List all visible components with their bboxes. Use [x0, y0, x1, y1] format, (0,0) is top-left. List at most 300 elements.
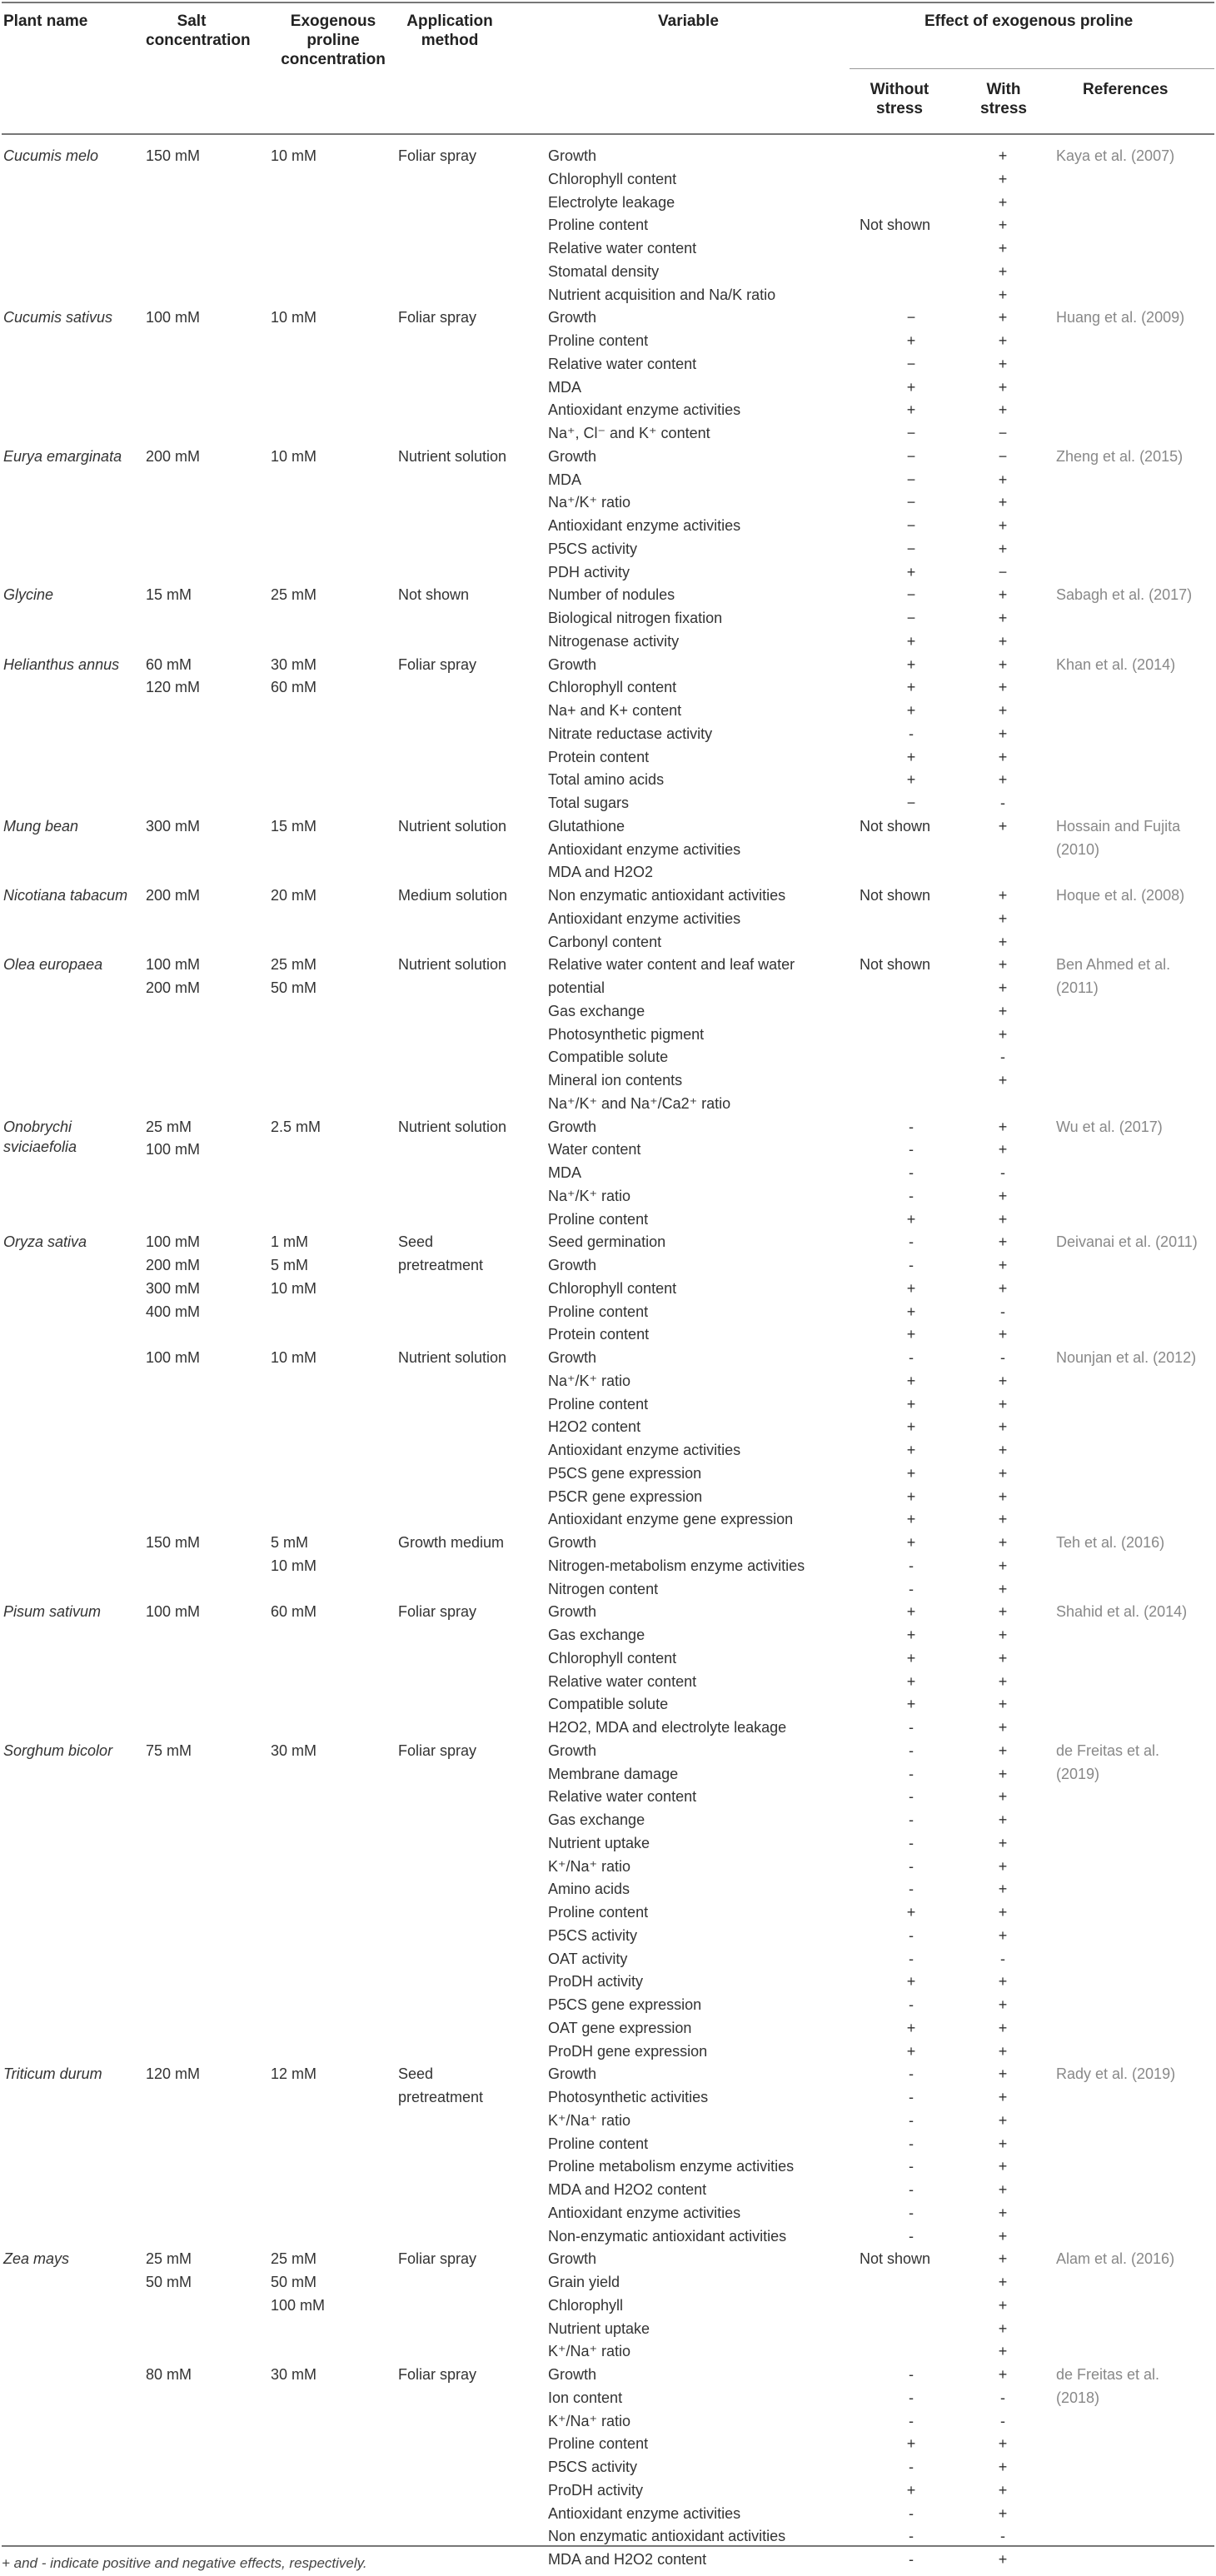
effect-without-stress: - — [909, 1788, 914, 1806]
reference: de Freitas et al. — [1056, 1741, 1160, 1759]
effect-without-stress: - — [909, 1257, 914, 1273]
effect-without-stress: - — [909, 2204, 914, 2221]
effect-with-stress: + — [998, 2343, 1008, 2360]
effect-with-stress: + — [998, 494, 1008, 511]
salt-concentration: 200 mM — [146, 447, 201, 465]
effect-with-stress: + — [998, 1141, 1008, 1158]
effect-with-stress: + — [998, 2551, 1008, 2568]
effect-with-stress: + — [998, 748, 1008, 765]
salt-concentration: 300 mM — [146, 817, 201, 835]
effect-without-stress: − — [906, 471, 916, 488]
effect-without-stress: + — [906, 1649, 916, 1667]
effect-with-stress: + — [998, 471, 1008, 488]
proline-concentration: 5 mM — [271, 1257, 308, 1273]
effect-with-stress: + — [998, 1118, 1008, 1135]
variable: Proline content — [548, 1303, 649, 1320]
variable: Relative water content — [548, 1788, 697, 1806]
variable: Number of nodules — [548, 586, 675, 604]
effect-without-stress: - — [909, 2551, 914, 2568]
variable: Antioxidant enzyme gene expression — [548, 1511, 794, 1528]
variable: Glutathione — [548, 817, 625, 835]
application-method: Foliar spray — [398, 2366, 477, 2383]
effect-without-stress: - — [909, 2227, 914, 2245]
variable: Gas exchange — [548, 1002, 645, 1019]
proline-concentration: 20 mM — [271, 887, 317, 904]
variable: Relative water content — [548, 1672, 697, 1690]
effect-without-stress: - — [909, 1741, 914, 1759]
variable: Na+ and K+ content — [548, 702, 682, 719]
plant-name: Onobrychi sviciaefolia — [3, 1118, 77, 1155]
variable: Amino acids — [548, 1881, 630, 1898]
reference: Kaya et al. (2007) — [1056, 147, 1175, 164]
effect-with-stress: + — [998, 1719, 1008, 1736]
effect-with-stress: + — [998, 401, 1008, 419]
effect-without-stress: - — [909, 2065, 914, 2083]
effect-with-stress: + — [998, 2319, 1008, 2337]
effect-with-stress: + — [998, 1649, 1008, 1667]
variable: Compatible solute — [548, 1696, 669, 1713]
variable: Antioxidant enzyme activities — [548, 2504, 741, 2522]
variable: ProDH gene expression — [548, 2042, 708, 2060]
variable: Nitrogen-metabolism enzyme activities — [548, 1557, 805, 1574]
application-method: Foliar spray — [398, 2250, 477, 2268]
header-rule — [2, 133, 1214, 135]
salt-concentration: 15 mM — [146, 586, 192, 604]
effect-without-stress: + — [906, 401, 916, 419]
bottom-rule — [2, 2545, 1214, 2547]
effect-without-stress: - — [909, 2528, 914, 2545]
salt-concentration: 150 mM — [146, 1534, 201, 1551]
variable: Growth — [548, 2250, 597, 2268]
effect-with-stress: + — [998, 1395, 1008, 1413]
effect-with-stress: + — [998, 2111, 1008, 2129]
variable: Growth — [548, 1603, 597, 1621]
application-method: pretreatment — [398, 1257, 484, 1273]
variable: Antioxidant enzyme activities — [548, 401, 741, 419]
reference: Sabagh et al. (2017) — [1056, 586, 1193, 604]
effect-without-stress: - — [909, 1857, 914, 1875]
variable: P5CS gene expression — [548, 1464, 702, 1482]
effect-without-stress: − — [906, 425, 916, 441]
effect-with-stress: - — [1000, 1164, 1005, 1181]
effect-without-stress: - — [909, 1187, 914, 1204]
proline-concentration: 30 mM — [271, 2366, 317, 2383]
variable: Relative water content and leaf water — [548, 956, 795, 974]
variable: Antioxidant enzyme activities — [548, 2204, 741, 2221]
effect-without-stress: + — [906, 771, 916, 789]
proline-concentration: 50 mM — [271, 2274, 317, 2290]
reference: Zheng et al. (2015) — [1056, 447, 1184, 465]
effect-without-stress: - — [909, 1881, 914, 1898]
variable: Chlorophyll content — [548, 1649, 677, 1667]
effect-with-stress: + — [998, 1418, 1008, 1436]
variable: Chlorophyll — [548, 2296, 624, 2314]
variable: MDA — [548, 471, 581, 488]
reference: Ben Ahmed et al. — [1056, 956, 1171, 974]
header-plant-name: Plant name — [3, 12, 88, 30]
variable: OAT gene expression — [548, 2019, 692, 2036]
salt-concentration: 100 mM — [146, 1141, 201, 1158]
reference: Wu et al. (2017) — [1056, 1118, 1163, 1135]
effect-with-stress: + — [998, 1696, 1008, 1713]
variable: Protein content — [548, 748, 650, 765]
effect-without-stress: - — [909, 2504, 914, 2522]
plant-name: Sorghum bicolor — [3, 1741, 113, 1759]
effect-without-stress: - — [909, 1811, 914, 1828]
effect-with-stress: + — [998, 1442, 1008, 1458]
effect-without-stress: - — [909, 2089, 914, 2105]
effect-without-stress: − — [906, 494, 916, 511]
effect-with-stress: - — [1000, 1049, 1005, 1066]
variable: ProDH activity — [548, 2481, 644, 2499]
variable: Biological nitrogen fixation — [548, 610, 723, 626]
effect-without-stress: − — [906, 447, 916, 465]
variable: Proline content — [548, 217, 649, 234]
effect-with-stress: + — [998, 1996, 1008, 2013]
effect-without-stress: − — [906, 795, 916, 811]
effect-with-stress: + — [998, 1765, 1008, 1782]
application-method: Nutrient solution — [398, 447, 507, 465]
effect-with-stress: + — [998, 193, 1008, 211]
effect-without-stress: Not shown — [860, 887, 931, 904]
effect-with-stress: + — [998, 540, 1008, 557]
effect-with-stress: + — [998, 1257, 1008, 1273]
salt-concentration: 100 mM — [146, 1349, 201, 1366]
variable: Proline metabolism enzyme activities — [548, 2158, 795, 2175]
effect-with-stress: + — [998, 332, 1008, 349]
reference: Nounjan et al. (2012) — [1056, 1349, 1197, 1366]
plant-name: Mung bean — [3, 817, 79, 835]
variable: Membrane damage — [548, 1765, 679, 1782]
variable: Water content — [548, 1141, 641, 1158]
effect-with-stress: + — [998, 2089, 1008, 2105]
variable: Antioxidant enzyme activities — [548, 1442, 741, 1458]
effect-with-stress: + — [998, 2227, 1008, 2245]
effect-with-stress: + — [998, 632, 1008, 650]
salt-concentration: 100 mM — [146, 1233, 201, 1251]
effect-with-stress: - — [1000, 1303, 1005, 1320]
salt-concentration: 80 mM — [146, 2366, 192, 2383]
effect-with-stress: + — [998, 1603, 1008, 1621]
effect-with-stress: + — [998, 2274, 1008, 2290]
effect-with-stress: + — [998, 887, 1008, 904]
effect-without-stress: - — [909, 1950, 914, 1967]
effect-with-stress: + — [998, 1002, 1008, 1019]
effect-with-stress: + — [998, 2065, 1008, 2083]
effect-with-stress: − — [998, 563, 1008, 580]
header-salt: Salt concentration — [146, 12, 251, 49]
variable: Nutrient uptake — [548, 1834, 650, 1851]
effect-with-stress: + — [998, 725, 1008, 742]
salt-concentration: 150 mM — [146, 147, 201, 164]
effect-with-stress: + — [998, 517, 1008, 534]
variable: Chlorophyll content — [548, 170, 677, 187]
plant-name: Glycine — [3, 586, 54, 604]
effect-without-stress: - — [909, 2366, 914, 2383]
variable: Growth — [548, 1349, 597, 1366]
effect-without-stress: + — [906, 702, 916, 719]
proline-concentration: 60 mM — [271, 1603, 317, 1621]
variable: Proline content — [548, 2135, 649, 2152]
effect-without-stress: + — [906, 1326, 916, 1343]
effect-with-stress: + — [998, 286, 1008, 303]
variable: Antioxidant enzyme activities — [548, 517, 741, 534]
effect-with-stress: + — [998, 2019, 1008, 2036]
variable: Grain yield — [548, 2274, 620, 2290]
application-method: pretreatment — [398, 2089, 484, 2105]
effect-without-stress: - — [909, 2181, 914, 2198]
variable: Growth — [548, 1118, 597, 1135]
application-method: Not shown — [398, 586, 470, 604]
effect-with-stress: + — [998, 1233, 1008, 1251]
variable: Mineral ion contents — [548, 1072, 683, 1089]
effect-with-stress: + — [998, 933, 1008, 950]
salt-concentration: 60 mM — [146, 655, 192, 673]
salt-concentration: 120 mM — [146, 2065, 201, 2083]
variable: Na⁺/K⁺ ratio — [548, 494, 631, 511]
effect-without-stress: - — [909, 1164, 914, 1181]
salt-concentration: 200 mM — [146, 979, 201, 996]
application-method: Seed — [398, 2065, 434, 2083]
effect-with-stress: + — [998, 979, 1008, 996]
salt-concentration: 100 mM — [146, 1603, 201, 1621]
variable: Photosynthetic pigment — [548, 1025, 705, 1043]
effect-without-stress: + — [906, 748, 916, 765]
variable: Growth — [548, 1741, 597, 1759]
effect-without-stress: + — [906, 1372, 916, 1389]
variable: Growth — [548, 147, 597, 164]
effect-without-stress: - — [909, 2459, 914, 2475]
effect-subrule — [850, 68, 1214, 69]
effect-with-stress: - — [1000, 2389, 1005, 2406]
reference: Huang et al. (2009) — [1056, 309, 1185, 326]
effect-without-stress: + — [906, 655, 916, 673]
effect-without-stress: − — [906, 610, 916, 626]
variable: Chlorophyll content — [548, 1279, 677, 1297]
effect-with-stress: + — [998, 586, 1008, 604]
effect-without-stress: − — [906, 355, 916, 372]
variable: Growth — [548, 1257, 597, 1273]
variable: P5CS gene expression — [548, 1996, 702, 2013]
variable: P5CS activity — [548, 540, 638, 557]
proline-concentration: 30 mM — [271, 1741, 317, 1759]
effect-without-stress: + — [906, 1395, 916, 1413]
effect-with-stress: + — [998, 1372, 1008, 1389]
effect-without-stress: + — [906, 1279, 916, 1297]
variable: Na⁺, Cl⁻ and K⁺ content — [548, 425, 710, 441]
application-method: Foliar spray — [398, 1741, 477, 1759]
variable: K⁺/Na⁺ ratio — [548, 2412, 631, 2429]
effect-without-stress: + — [906, 1418, 916, 1436]
variable: Nitrogen content — [548, 1580, 659, 1597]
effect-with-stress: + — [998, 1580, 1008, 1597]
reference: Shahid et al. (2014) — [1056, 1603, 1188, 1621]
effect-without-stress: - — [909, 1349, 914, 1366]
effect-with-stress: + — [998, 170, 1008, 187]
reference: Teh et al. (2016) — [1056, 1534, 1165, 1551]
salt-concentration: 200 mM — [146, 1257, 201, 1273]
effect-with-stress: + — [998, 217, 1008, 234]
effect-without-stress: - — [909, 1141, 914, 1158]
variable: Nitrogenase activity — [548, 632, 680, 650]
plant-name: Cucumis sativus — [3, 309, 113, 326]
effect-without-stress: + — [906, 2435, 916, 2453]
effect-with-stress: + — [998, 909, 1008, 927]
effect-without-stress: + — [906, 2019, 916, 2036]
effect-with-stress: + — [998, 1279, 1008, 1297]
effect-without-stress: + — [906, 2481, 916, 2499]
plant-name: Triticum durum — [3, 2065, 102, 2083]
effect-with-stress: + — [998, 1534, 1008, 1551]
variable: Seed germination — [548, 1233, 666, 1251]
header-with: With stress — [980, 81, 1027, 117]
plant-name: Zea mays — [3, 2250, 70, 2268]
effect-without-stress: + — [906, 1487, 916, 1505]
effect-without-stress: - — [909, 725, 914, 742]
effect-with-stress: + — [998, 2435, 1008, 2453]
variable: Non-enzymatic antioxidant activities — [548, 2227, 787, 2245]
effect-without-stress: − — [906, 309, 916, 326]
effect-without-stress: - — [909, 1926, 914, 1944]
proline-concentration: 60 mM — [271, 679, 317, 696]
effect-without-stress: - — [909, 2111, 914, 2129]
effect-with-stress: + — [998, 1926, 1008, 1944]
effect-with-stress: + — [998, 1904, 1008, 1921]
variable: PDH activity — [548, 563, 630, 580]
reference: Hossain and Fujita — [1056, 817, 1181, 835]
footnote: + and - indicate positive and negative effects, respectively. — [2, 2555, 367, 2571]
effect-without-stress: − — [906, 586, 916, 604]
reference: (2018) — [1056, 2389, 1100, 2406]
variable: Na⁺/K⁺ and Na⁺/Ca2⁺ ratio — [548, 1094, 731, 1112]
effect-with-stress: + — [998, 1487, 1008, 1505]
proline-concentration: 15 mM — [271, 817, 317, 835]
effect-without-stress: + — [906, 1672, 916, 1690]
header-proline: Exogenous proline concentration — [281, 12, 386, 68]
reference: (2011) — [1056, 979, 1099, 996]
plant-name: Cucumis melo — [3, 147, 99, 164]
effect-with-stress: - — [1000, 2412, 1005, 2429]
variable: P5CR gene expression — [548, 1487, 703, 1505]
effect-with-stress: + — [998, 262, 1008, 280]
effect-without-stress: + — [906, 1303, 916, 1320]
salt-concentration: 25 mM — [146, 2250, 192, 2268]
effect-with-stress: + — [998, 2504, 1008, 2522]
variable: Total sugars — [548, 795, 630, 811]
effect-with-stress: + — [998, 1511, 1008, 1528]
variable: Ion content — [548, 2389, 623, 2406]
effect-with-stress: + — [998, 1834, 1008, 1851]
variable: Proline content — [548, 2435, 649, 2453]
variable: Antioxidant enzyme activities — [548, 909, 741, 927]
effect-with-stress: + — [998, 2204, 1008, 2221]
effect-with-stress: + — [998, 2135, 1008, 2152]
effect-with-stress: + — [998, 771, 1008, 789]
effect-without-stress: Not shown — [860, 2250, 931, 2268]
effect-with-stress: + — [998, 1741, 1008, 1759]
reference: de Freitas et al. — [1056, 2366, 1160, 2383]
effect-without-stress: Not shown — [860, 817, 931, 835]
variable: Electrolyte leakage — [548, 193, 675, 211]
effect-with-stress: + — [998, 702, 1008, 719]
effect-without-stress: - — [909, 1557, 914, 1574]
effect-without-stress: - — [909, 1834, 914, 1851]
proline-concentration: 5 mM — [271, 1534, 308, 1551]
variable: potential — [548, 979, 606, 996]
reference: Deivanai et al. (2011) — [1056, 1233, 1198, 1251]
effect-with-stress: + — [998, 1072, 1008, 1089]
variable: MDA and H2O2 content — [548, 2551, 707, 2568]
application-method: Foliar spray — [398, 655, 477, 673]
salt-concentration: 120 mM — [146, 679, 201, 696]
effect-without-stress: + — [906, 1511, 916, 1528]
reference: Alam et al. (2016) — [1056, 2250, 1175, 2268]
effect-with-stress: + — [998, 1857, 1008, 1875]
variable: P5CS activity — [548, 2459, 638, 2475]
variable: K⁺/Na⁺ ratio — [548, 2343, 631, 2360]
proline-concentration: 10 mM — [271, 147, 317, 164]
application-method: Foliar spray — [398, 1603, 477, 1621]
variable: OAT activity — [548, 1950, 628, 1967]
effect-without-stress: Not shown — [860, 956, 931, 974]
salt-concentration: 100 mM — [146, 956, 201, 974]
variable: Growth — [548, 309, 597, 326]
variable: Relative water content — [548, 240, 697, 257]
variable: Na⁺/K⁺ ratio — [548, 1187, 631, 1204]
proline-concentration: 25 mM — [271, 586, 317, 604]
effect-with-stress: + — [998, 1811, 1008, 1828]
variable: Growth — [548, 1534, 597, 1551]
effect-without-stress: + — [906, 2042, 916, 2060]
variable: Proline content — [548, 1904, 649, 1921]
effect-with-stress: + — [998, 1627, 1008, 1643]
proline-concentration: 10 mM — [271, 447, 317, 465]
effect-with-stress: + — [998, 240, 1008, 257]
variable: Gas exchange — [548, 1811, 645, 1828]
header-references: References — [1083, 81, 1169, 98]
variable: Stomatal density — [548, 262, 660, 280]
variable: Non enzymatic antioxidant activities — [548, 887, 786, 904]
header-without: Without stress — [870, 81, 929, 117]
effect-with-stress: + — [998, 2250, 1008, 2268]
effect-with-stress: - — [1000, 1950, 1005, 1967]
effect-with-stress: + — [998, 2459, 1008, 2475]
salt-concentration: 300 mM — [146, 1279, 201, 1297]
application-method: Nutrient solution — [398, 817, 507, 835]
effect-without-stress: + — [906, 1442, 916, 1458]
proline-concentration: 2.5 mM — [271, 1118, 321, 1135]
variable: MDA and H2O2 content — [548, 2181, 707, 2198]
variable: H2O2 content — [548, 1418, 641, 1436]
plant-name: Oryza sativa — [3, 1233, 87, 1251]
effect-without-stress: + — [906, 632, 916, 650]
effect-without-stress: + — [906, 1696, 916, 1713]
application-method: Foliar spray — [398, 309, 477, 326]
salt-concentration: 100 mM — [146, 309, 201, 326]
application-method: Growth medium — [398, 1534, 505, 1551]
effect-without-stress: + — [906, 563, 916, 580]
variable: Photosynthetic activities — [548, 2089, 709, 2105]
variable: Nitrate reductase activity — [548, 725, 713, 742]
proline-concentration: 100 mM — [271, 2296, 326, 2314]
effect-without-stress: - — [909, 2135, 914, 2152]
effect-with-stress: + — [998, 2366, 1008, 2383]
effect-with-stress: + — [998, 956, 1008, 974]
effect-with-stress: + — [998, 147, 1008, 164]
effect-without-stress: Not shown — [860, 217, 931, 234]
effect-without-stress: + — [906, 1210, 916, 1228]
header-variable: Variable — [658, 12, 719, 30]
